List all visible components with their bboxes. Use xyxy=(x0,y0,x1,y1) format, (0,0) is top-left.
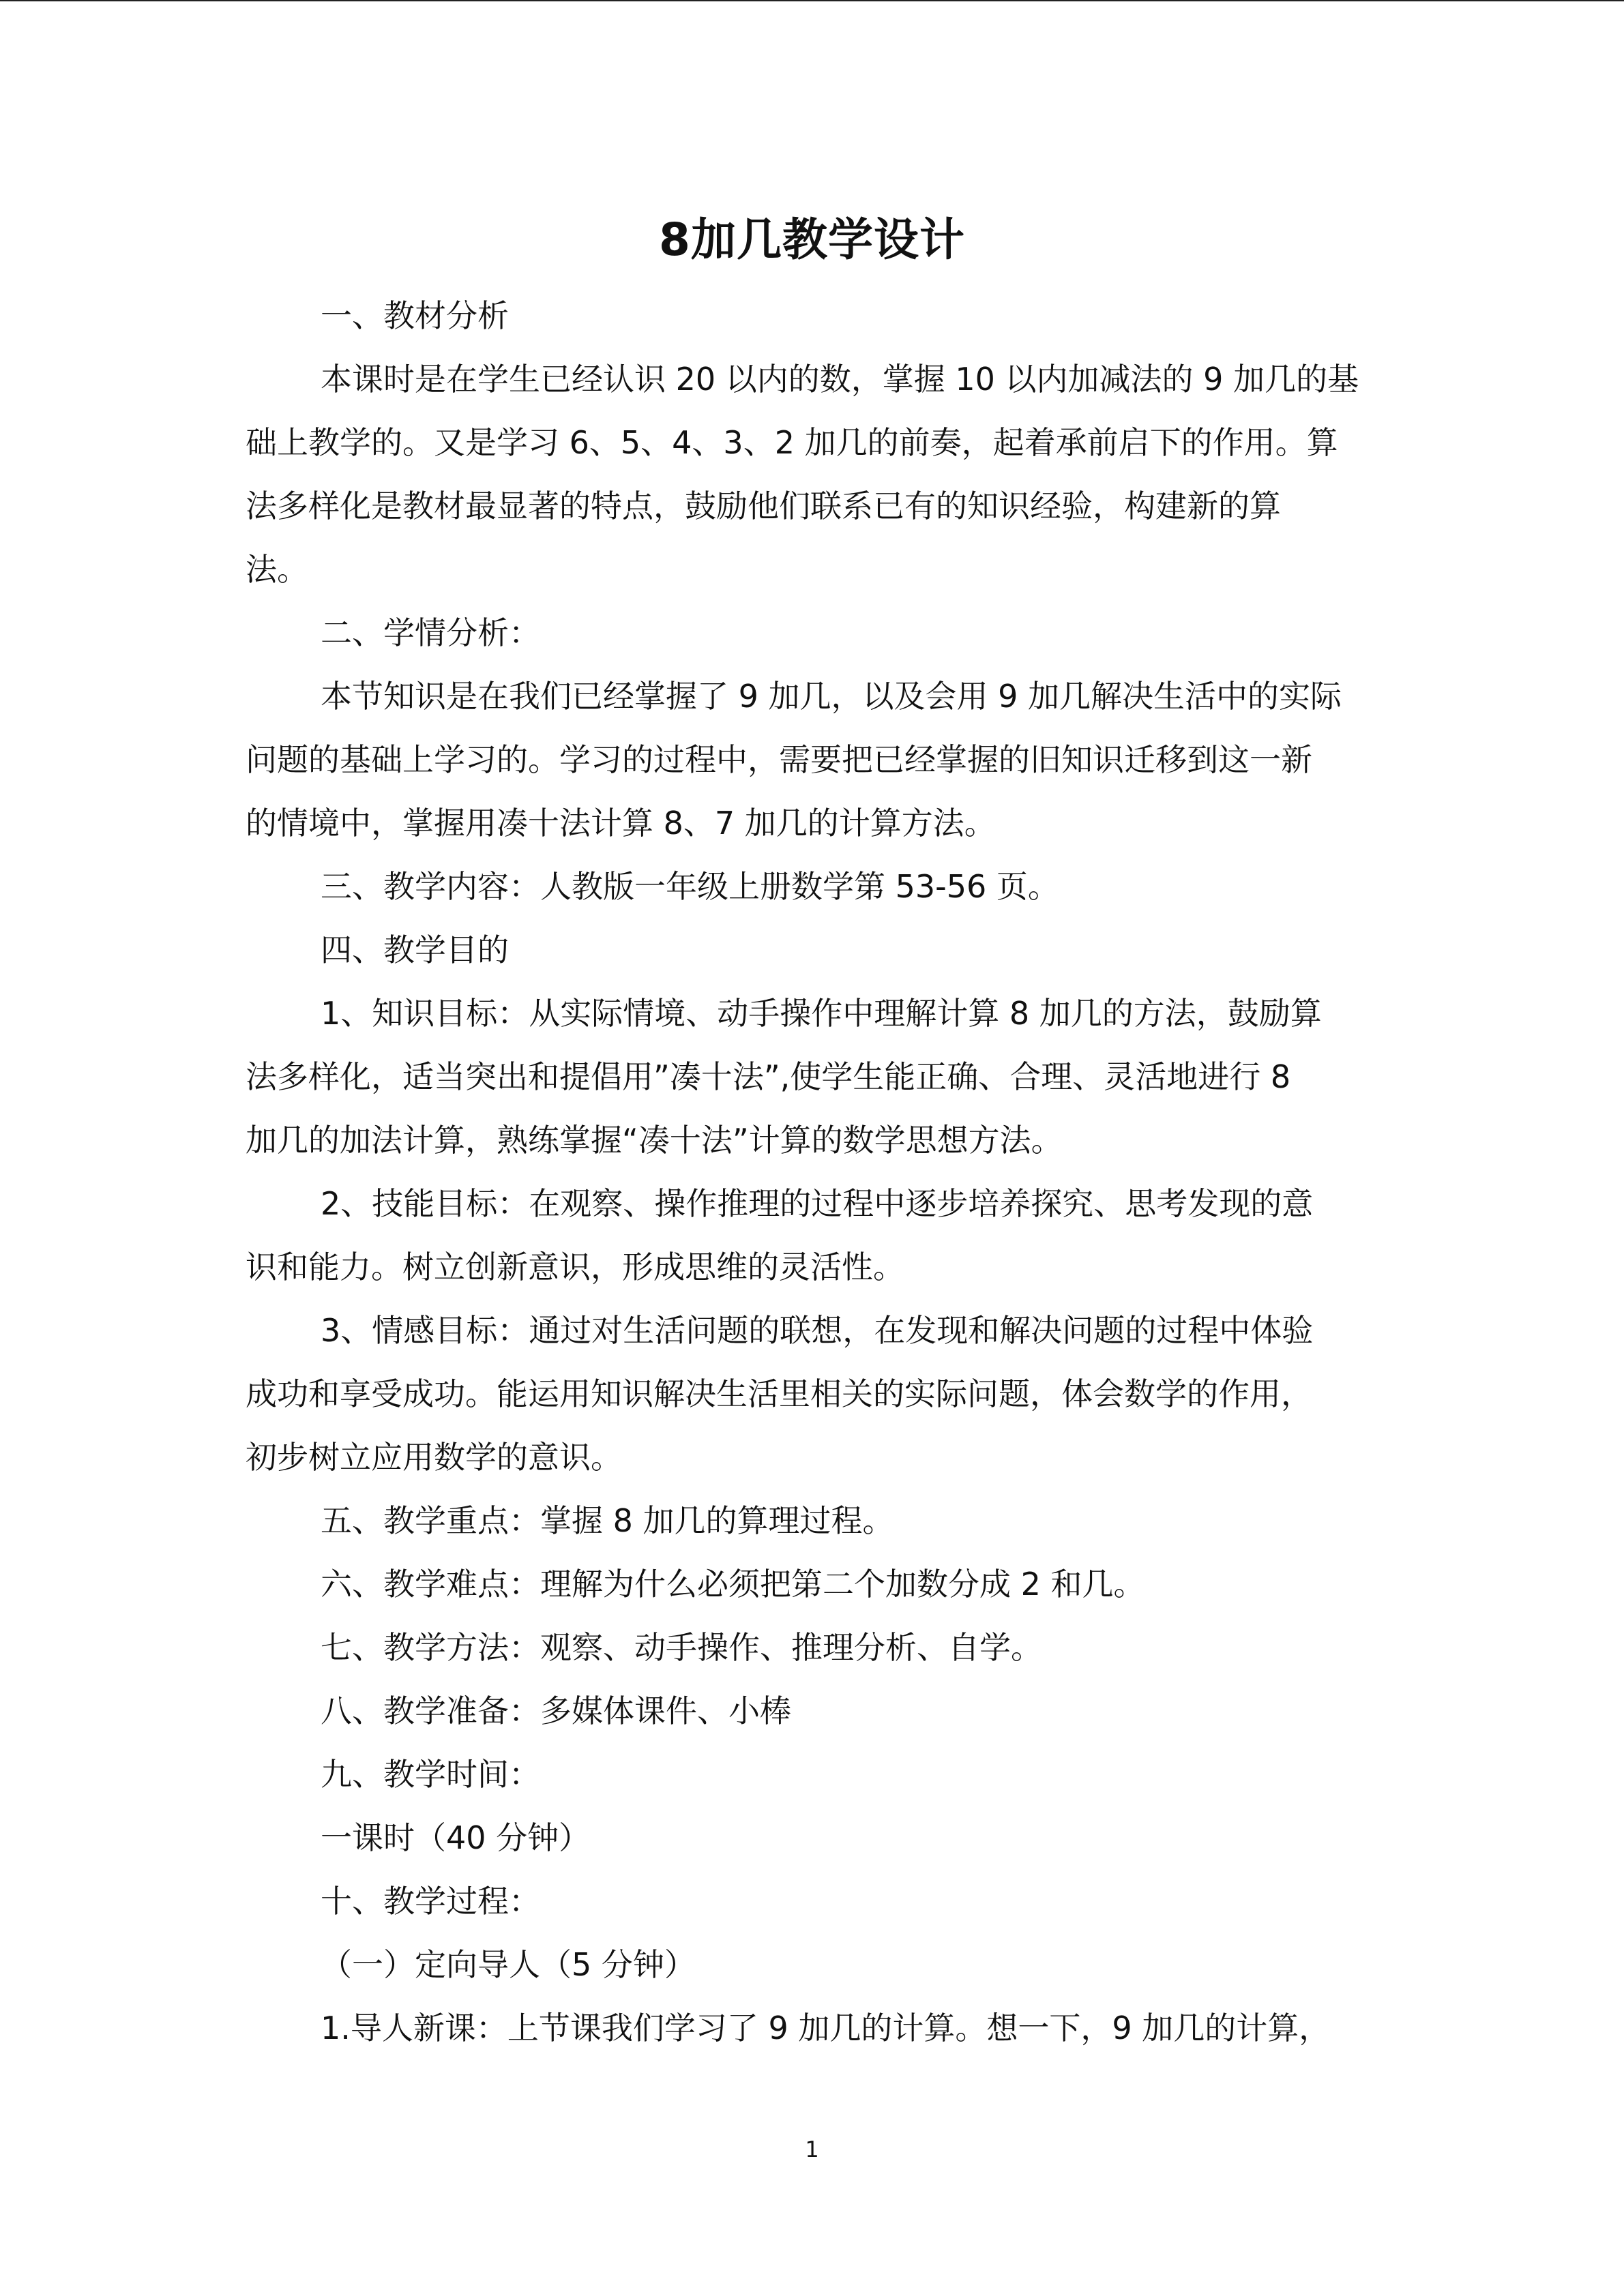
paragraph-line: 础上教学的。又是学习 6、5、4、3、2 加几的前奏，起着承前启下的作用。算 xyxy=(246,424,1338,461)
section-heading: 二、学情分析： xyxy=(321,614,540,651)
subsection-heading: （一）定向导人（5 分钟） xyxy=(321,1946,696,1983)
section-heading: 六、教学难点：理解为什么必须把第二个加数分成 2 和几。 xyxy=(321,1566,1145,1602)
paragraph-line: 的情境中，掌握用凑十法计算 8、7 加几的计算方法。 xyxy=(246,805,996,841)
section-heading: 八、教学准备：多媒体课件、小棒 xyxy=(321,1693,791,1729)
paragraph-line: 法。 xyxy=(246,551,308,588)
paragraph-line: 初步树立应用数学的意识。 xyxy=(246,1439,622,1476)
paragraph-line: 1、知识目标：从实际情境、动手操作中理解计算 8 加几的方法，鼓励算 xyxy=(321,995,1322,1032)
section-heading: 七、教学方法：观察、动手操作、推理分析、自学。 xyxy=(321,1629,1042,1666)
section-heading: 九、教学时间： xyxy=(321,1756,540,1793)
paragraph-line: 2、技能目标：在观察、操作推理的过程中逐步培养探究、思考发现的意 xyxy=(321,1185,1314,1222)
section-heading: 五、教学重点：掌握 8 加几的算理过程。 xyxy=(321,1502,894,1539)
paragraph-line: 问题的基础上学习的。学习的过程中，需要把已经掌握的旧知识迁移到这一新 xyxy=(246,741,1312,778)
paragraph-line: 3、情感目标：通过对生活问题的联想，在发现和解决问题的过程中体验 xyxy=(321,1312,1314,1349)
section-heading: 四、教学目的 xyxy=(321,931,509,968)
paragraph-line: 法多样化是教材最显著的特点，鼓励他们联系已有的知识经验，构建新的算 xyxy=(246,488,1281,524)
paragraph-line: 一课时（40 分钟） xyxy=(321,1819,591,1856)
paragraph-line: 本课时是在学生已经认识 20 以内的数，掌握 10 以内加减法的 9 加几的基 xyxy=(321,361,1359,398)
section-heading: 十、教学过程： xyxy=(321,1883,540,1920)
section-heading: 一、教材分析 xyxy=(321,297,509,334)
section-heading: 三、教学内容：人教版一年级上册数学第 53-56 页。 xyxy=(321,868,1059,905)
paragraph-line: 识和能力。树立创新意识，形成思维的灵活性。 xyxy=(246,1249,904,1285)
paragraph-line: 加几的加法计算，熟练掌握“凑十法”计算的数学思想方法。 xyxy=(246,1122,1063,1159)
page-number: 1 xyxy=(805,2136,819,2162)
paragraph-line: 法多样化，适当突出和提倡用”凑十法”,使学生能正确、合理、灵活地进行 8 xyxy=(246,1058,1291,1095)
paragraph-line: 本节知识是在我们已经掌握了 9 加几，以及会用 9 加几解决生活中的实际 xyxy=(321,678,1342,715)
paragraph-line: 成功和享受成功。能运用知识解决生活里相关的实际问题，体会数学的作用， xyxy=(246,1375,1312,1412)
document-title: 8加几教学设计 xyxy=(659,213,965,266)
paragraph-line: 1.导人新课：上节课我们学习了 9 加几的计算。想一下，9 加几的计算， xyxy=(321,2010,1331,2046)
